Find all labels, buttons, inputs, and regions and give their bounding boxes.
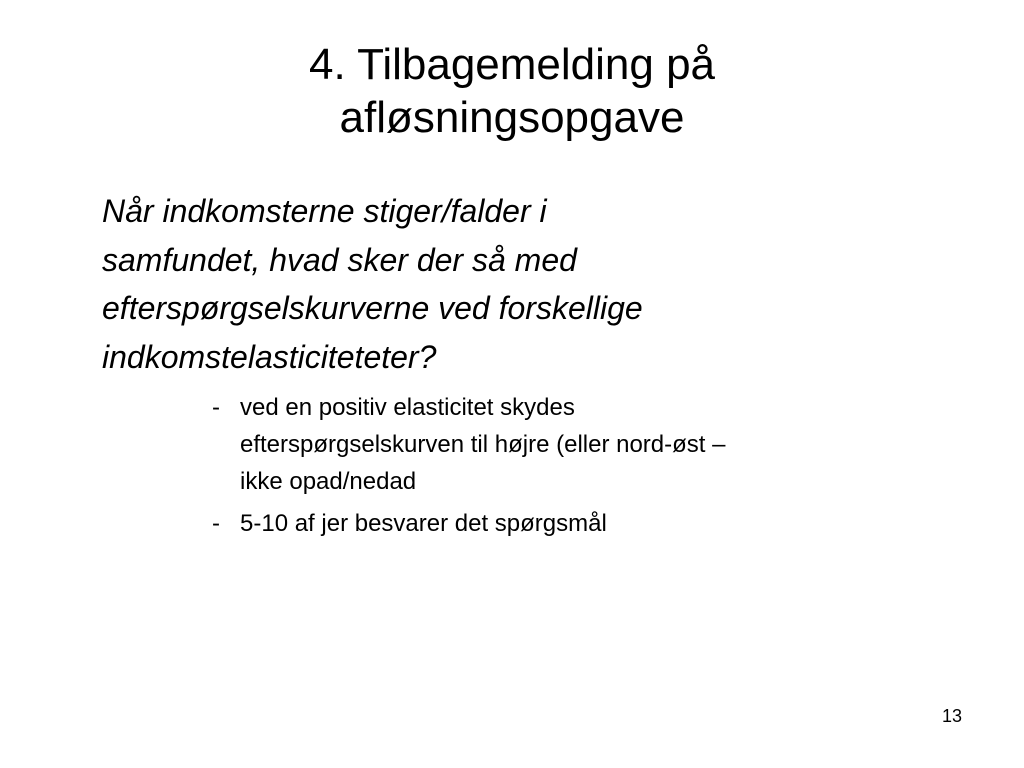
answer-bullet bbox=[212, 389, 992, 500]
bullet-line: ikke opad/nedad bbox=[240, 468, 417, 495]
slide-title-line: afløsningsopgave bbox=[339, 93, 685, 142]
question-line: samfundet, hvad sker der så med bbox=[102, 241, 577, 278]
question-line: indkomstelasticiteteter? bbox=[102, 338, 437, 375]
question-text bbox=[102, 187, 982, 381]
question-line: efterspørgselskurverne ved forskellige bbox=[102, 290, 643, 326]
question-line: Når indkomsterne stiger/falder i bbox=[102, 193, 547, 229]
answer-bullet bbox=[212, 505, 992, 542]
bullet-line: 5-10 af jer besvarer det spørgsmål bbox=[240, 510, 607, 537]
bullet-line: ved en positiv elasticitet skydes bbox=[240, 394, 575, 421]
slide-title-line: 4. Tilbagemelding på bbox=[308, 40, 716, 89]
answer-bullet-list bbox=[212, 389, 992, 547]
bullet-line: efterspørgselskurven til højre (eller nord-øst – bbox=[240, 431, 726, 458]
page-number: 13 bbox=[941, 706, 962, 726]
slide-title bbox=[112, 38, 912, 144]
bullet-dash: - bbox=[212, 510, 220, 537]
bullet-dash: - bbox=[212, 394, 220, 421]
